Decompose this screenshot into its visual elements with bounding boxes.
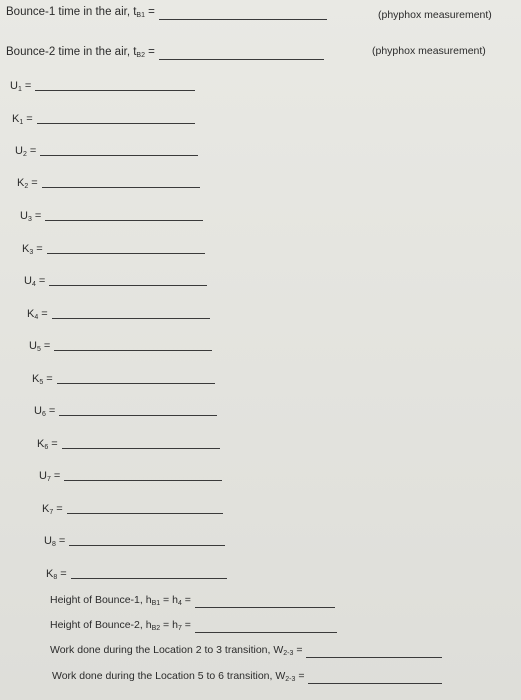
energy-row-u8 [44,535,225,548]
energy-blank-k1[interactable] [37,122,195,124]
height-bounce1-blank[interactable] [195,606,335,608]
bounce2-time-label: Bounce-2 time in the air, $t_{B2}$ = [6,46,155,59]
energy-blank-k4[interactable] [52,317,210,319]
energy-label-u2: $U_2$ = [15,145,37,158]
energy-label-k2: $K_2$ = [17,177,38,190]
height-bounce2-blank[interactable] [195,631,337,633]
energy-label-u3: $U_3$ = [20,210,42,223]
energy-row-u6 [34,405,217,418]
energy-label-k4: $K_4$ = [27,308,48,321]
energy-label-u6: $U_6$ = [34,405,56,418]
energy-label-k8: $K_8$ = [46,568,67,581]
bounce1-note: (phyphox measurement) [378,9,492,21]
work-5-6-row [52,670,442,686]
energy-row-u1 [10,80,195,93]
energy-row-u5 [29,340,212,353]
energy-label-k1: $K_1$ = [12,113,33,126]
energy-blank-k5[interactable] [57,382,215,384]
energy-blank-u7[interactable] [64,479,222,481]
energy-row-k7 [42,503,223,516]
bounce2-note: (phyphox measurement) [372,45,486,57]
energy-label-k6: $K_6$ = [37,438,58,451]
energy-row-k3 [22,243,205,256]
energy-blank-u8[interactable] [69,544,225,546]
energy-blank-u4[interactable] [49,284,207,286]
energy-blank-u6[interactable] [59,414,217,416]
work-5-6-label: Work done during the Location 5 to 6 transition, $W_{2-3}$ = [52,670,305,683]
energy-row-k4 [27,308,210,321]
energy-label-k7: $K_7$ = [42,503,63,516]
energy-blank-k7[interactable] [67,512,223,514]
height-bounce1-row [50,594,335,610]
work-2-3-blank[interactable] [306,656,442,658]
height-bounce1-label: Height of Bounce-1, $h_{B1} = h_4$ = [50,594,191,607]
energy-row-u7 [39,470,222,483]
height-bounce2-label: Height of Bounce-2, $h_{B2} = h_7$ = [50,619,191,632]
energy-label-u7: $U_7$ = [39,470,61,483]
bounce2-time-row [6,46,324,62]
energy-row-k8 [46,568,227,581]
energy-label-u4: $U_4$ = [24,275,46,288]
energy-label-u8: $U_8$ = [44,535,66,548]
energy-blank-u2[interactable] [40,154,198,156]
work-5-6-blank[interactable] [308,682,442,684]
energy-blank-k6[interactable] [62,447,220,449]
energy-row-k6 [37,438,220,451]
energy-row-k2 [17,177,200,190]
energy-row-k1 [12,113,195,126]
bounce1-time-label: Bounce-1 time in the air, $t_{B1}$ = [6,6,155,19]
work-2-3-row [50,644,442,660]
energy-row-u3 [20,210,203,223]
energy-label-u5: $U_5$ = [29,340,51,353]
energy-blank-k2[interactable] [42,186,200,188]
energy-label-u1: $U_1$ = [10,80,32,93]
energy-blank-u5[interactable] [54,349,212,351]
energy-row-k5 [32,373,215,386]
bounce1-time-blank[interactable] [159,18,327,20]
bounce1-time-row [6,6,327,22]
energy-blank-u1[interactable] [35,89,195,91]
energy-row-u2 [15,145,198,158]
energy-label-k3: $K_3$ = [22,243,43,256]
work-2-3-label: Work done during the Location 2 to 3 transition, $W_{2-3}$ = [50,644,303,657]
energy-blank-k3[interactable] [47,252,205,254]
energy-row-u4 [24,275,207,288]
energy-label-k5: $K_5$ = [32,373,53,386]
bounce2-time-blank[interactable] [159,58,324,60]
energy-blank-k8[interactable] [71,577,227,579]
height-bounce2-row [50,619,337,635]
energy-blank-u3[interactable] [45,219,203,221]
